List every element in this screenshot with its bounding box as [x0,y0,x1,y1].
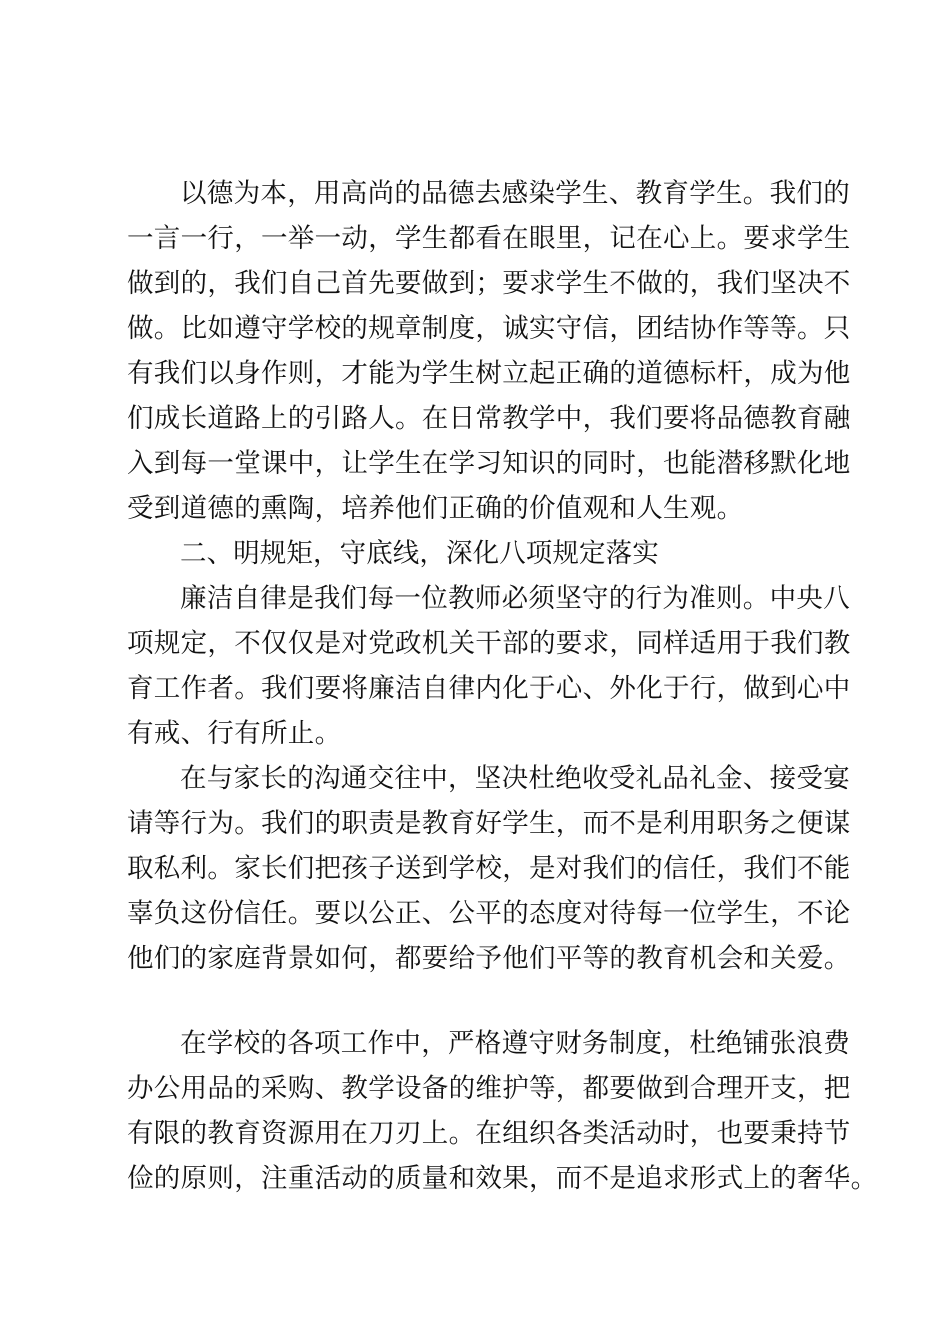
paragraph-3-line-1: 在与家长的沟通交往中，坚决杜绝收受礼品礼金、接受宴 [180,763,850,794]
section-heading: 二、明规矩，守底线，深化八项规定落实 [180,538,659,569]
paragraph-1-line-3: 做到的，我们自己首先要做到；要求学生不做的，我们坚决不 [127,268,851,299]
paragraph-4-line-2: 办公用品的采购、教学设备的维护等，都要做到合理开支，把 [127,1073,851,1104]
paragraph-1-line-4: 做。比如遵守学校的规章制度，诚实守信，团结协作等等。只 [127,313,851,344]
paragraph-2-line-2: 项规定，不仅仅是对党政机关干部的要求，同样适用于我们教 [127,628,851,659]
paragraph-3-line-2: 请等行为。我们的职责是教育好学生，而不是利用职务之便谋 [127,808,851,839]
paragraph-2-line-1: 廉洁自律是我们每一位教师必须坚守的行为准则。中央八 [180,583,850,614]
paragraph-4-line-4: 俭的原则，注重活动的质量和效果，而不是追求形式上的奢华。 [127,1163,878,1194]
paragraph-2-line-4: 有戒、行有所止。 [127,718,342,749]
paragraph-1-line-5: 有我们以身作则，才能为学生树立起正确的道德标杆，成为他 [127,358,851,389]
paragraph-1-line-2: 一言一行，一举一动，学生都看在眼里，记在心上。要求学生 [127,223,851,254]
paragraph-4-line-1: 在学校的各项工作中，严格遵守财务制度，杜绝铺张浪费 [180,1028,850,1059]
paragraph-3-line-5: 他们的家庭背景如何，都要给予他们平等的教育机会和关爱。 [127,943,851,974]
paragraph-1-line-8: 受到道德的熏陶，培养他们正确的价值观和人生观。 [127,493,744,524]
paragraph-2-line-3: 育工作者。我们要将廉洁自律内化于心、外化于行，做到心中 [127,673,851,704]
paragraph-3-line-4: 辜负这份信任。要以公正、公平的态度对待每一位学生，不论 [127,898,851,929]
paragraph-4-line-3: 有限的教育资源用在刀刃上。在组织各类活动时，也要秉持节 [127,1118,851,1149]
paragraph-1-line-6: 们成长道路上的引路人。在日常教学中，我们要将品德教育融 [127,403,851,434]
paragraph-1-line-7: 入到每一堂课中，让学生在学习知识的同时，也能潜移默化地 [127,448,851,479]
paragraph-3-line-3: 取私利。家长们把孩子送到学校，是对我们的信任，我们不能 [127,853,851,884]
paragraph-1-line-1: 以德为本，用高尚的品德去感染学生、教育学生。我们的 [180,178,850,209]
